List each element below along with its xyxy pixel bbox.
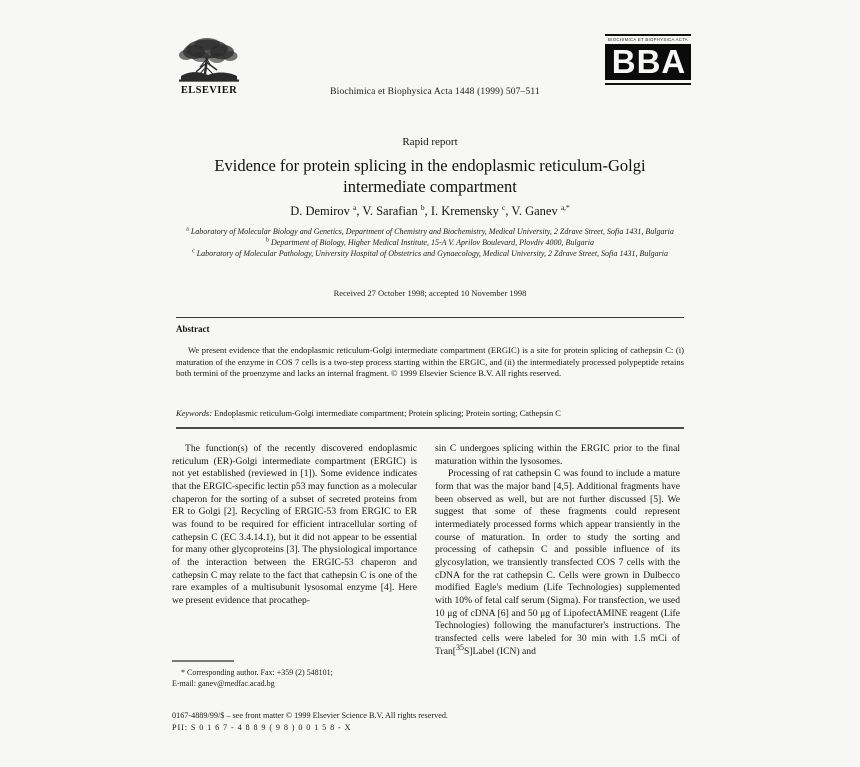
bba-bottom-rule [605,83,691,85]
paragraph-part: Processing of rat cathepsin C was found to include a mature form that was the major band [4,5]. Additional fragments have been observed as well, but are not further discussed [5]. We suggest that some of these fragments could represent intermediately processed forms which appear transiently in the course of maturation. In order to study the sorting and processing of cathepsin C and possible influence of its glycosylation, we transiently transfected COS 7 cells with the cDNA for the rat cathepsin C. Cells were grown in Dulbecco modified Eagle's medium (Life Technologies) supplemented with 10% of fetal calf serum (Sigma). For transfection, we used 10 μg of cDNA [6] and 50 μg of LipofectAMINE reagent (Life Technologies) following the manufacturer's instructions. The transfected cells were labeled for 30 min with 1.5 mCi of Tran[ [435,468,680,657]
paragraph [435,468,680,658]
body-column-left [172,443,417,608]
section-label: Rapid report [402,136,458,148]
received-dates: Received 27 October 1998; accepted 10 November 1998 [333,288,527,298]
affiliation-list [168,226,692,260]
paper-sheet [160,0,700,767]
affiliation-b: $^b$ Department of Biology, Higher Medical Institute, 15-A V. Aprilov Boulevard, Plovdiv 4000, Bulgaria [266,237,594,248]
paragraph: The function(s) of the recently discovered endoplasmic reticulum (ER)-Golgi intermediate compartment (ERGIC) is not yet established (reviewed in [1]). Some evidence indicates that the ERGIC-specific lectin p53 may function as a molecular chaperon for the sorting of a subset of secreted proteins from ER to Golgi [2]. Recycling of ERGIC-53 from ERGIC to ER was found to be required for efficient intracellular sorting of cathepsin C (EC 3.4.14.1), but it did not appear to be essential for many other glycoproteins [3]. The physiological importance of the interaction between the ERGIC-53 chaperon and cathepsin C may relate to the fact that cathepsin C is one of the rare examples of a multisubunit lysosomal enzyme [4]. Here we present evidence that procathep- [172,443,417,606]
masthead [160,33,700,103]
copyright-line: 0167-4889/99/$ – see front matter © 1999 Elsevier Science B.V. All rights reserved. [172,711,448,720]
body-column-right [435,443,680,658]
bba-journal-strip: BIOCHIMICA ET BIOPHYSICA ACTA [608,37,688,42]
elsevier-tree-icon [177,36,241,84]
keywords-bottom-rule [176,427,684,429]
bba-wordmark: BBA [605,44,691,80]
author-list: D. Demirov $^a$, V. Sarafian $^b$, I. Kremensky $^c$, V. Ganev $^{a,*}$ [290,202,570,218]
footnote-separator-rule [172,660,234,662]
paragraph-part: S]Label (ICN) and [463,645,536,657]
footnote-email: E-mail: ganev@medfac.acad.bg [172,679,275,688]
abstract-top-rule [176,317,684,318]
footnote-fax: * Corresponding author. Fax: +359 (2) 548101; [181,668,333,677]
page-footer [172,710,680,733]
keywords-line [176,408,684,419]
page-title: Evidence for protein splicing in the endoplasmic reticulum-Golgi intermediate compartment [214,156,646,196]
elsevier-wordmark: ELSEVIER [180,85,238,96]
elsevier-logo [172,36,246,96]
paragraph: sin C undergoes splicing within the ERGIC prior to the final maturation within the lysosomes. [435,443,680,467]
affiliation-c: $^c$ Laboratory of Molecular Pathology, University Hospital of Obstetrics and Gynaecology, Medical University, 2 Zdrave Street, Sofia 1431, Bulgaria [192,248,668,259]
affiliation-a: $^a$ Laboratory of Molecular Biology and Genetics, Department of Chemistry and Biochemistry, Medical University, 2 Zdrave Street, Sofia 1431, Bulgaria [186,226,674,236]
keywords-label: Keywords: [176,409,212,418]
keywords-text: Endoplasmic reticulum-Golgi intermediate compartment; Protein splicing; Protein sorting; Cathepsin C [211,409,561,418]
bba-logo [605,34,691,85]
isotope-superscript: 35 [455,642,464,652]
abstract-heading: Abstract [176,324,210,334]
pii-line: PII: S 0 1 6 7 - 4 8 8 9 ( 9 8 ) 0 0 1 5 8 - X [172,722,352,732]
journal-reference: Biochimica et Biophysica Acta 1448 (1999) 507–511 [330,87,540,97]
corresponding-author-footnote [172,667,417,689]
abstract-text: We present evidence that the endoplasmic reticulum-Golgi intermediate compartment (ERGIC) is a site for protein splicing of cathepsin C: (i) maturation of the enzyme in COS 7 cells is a two-step process starting within the ERGIC, and (ii) the intermediately processed polypeptide retains both termini of the proenzyme and lacks an internal fragment. © 1999 Elsevier Science B.V. All rights reserved. [176,345,684,379]
